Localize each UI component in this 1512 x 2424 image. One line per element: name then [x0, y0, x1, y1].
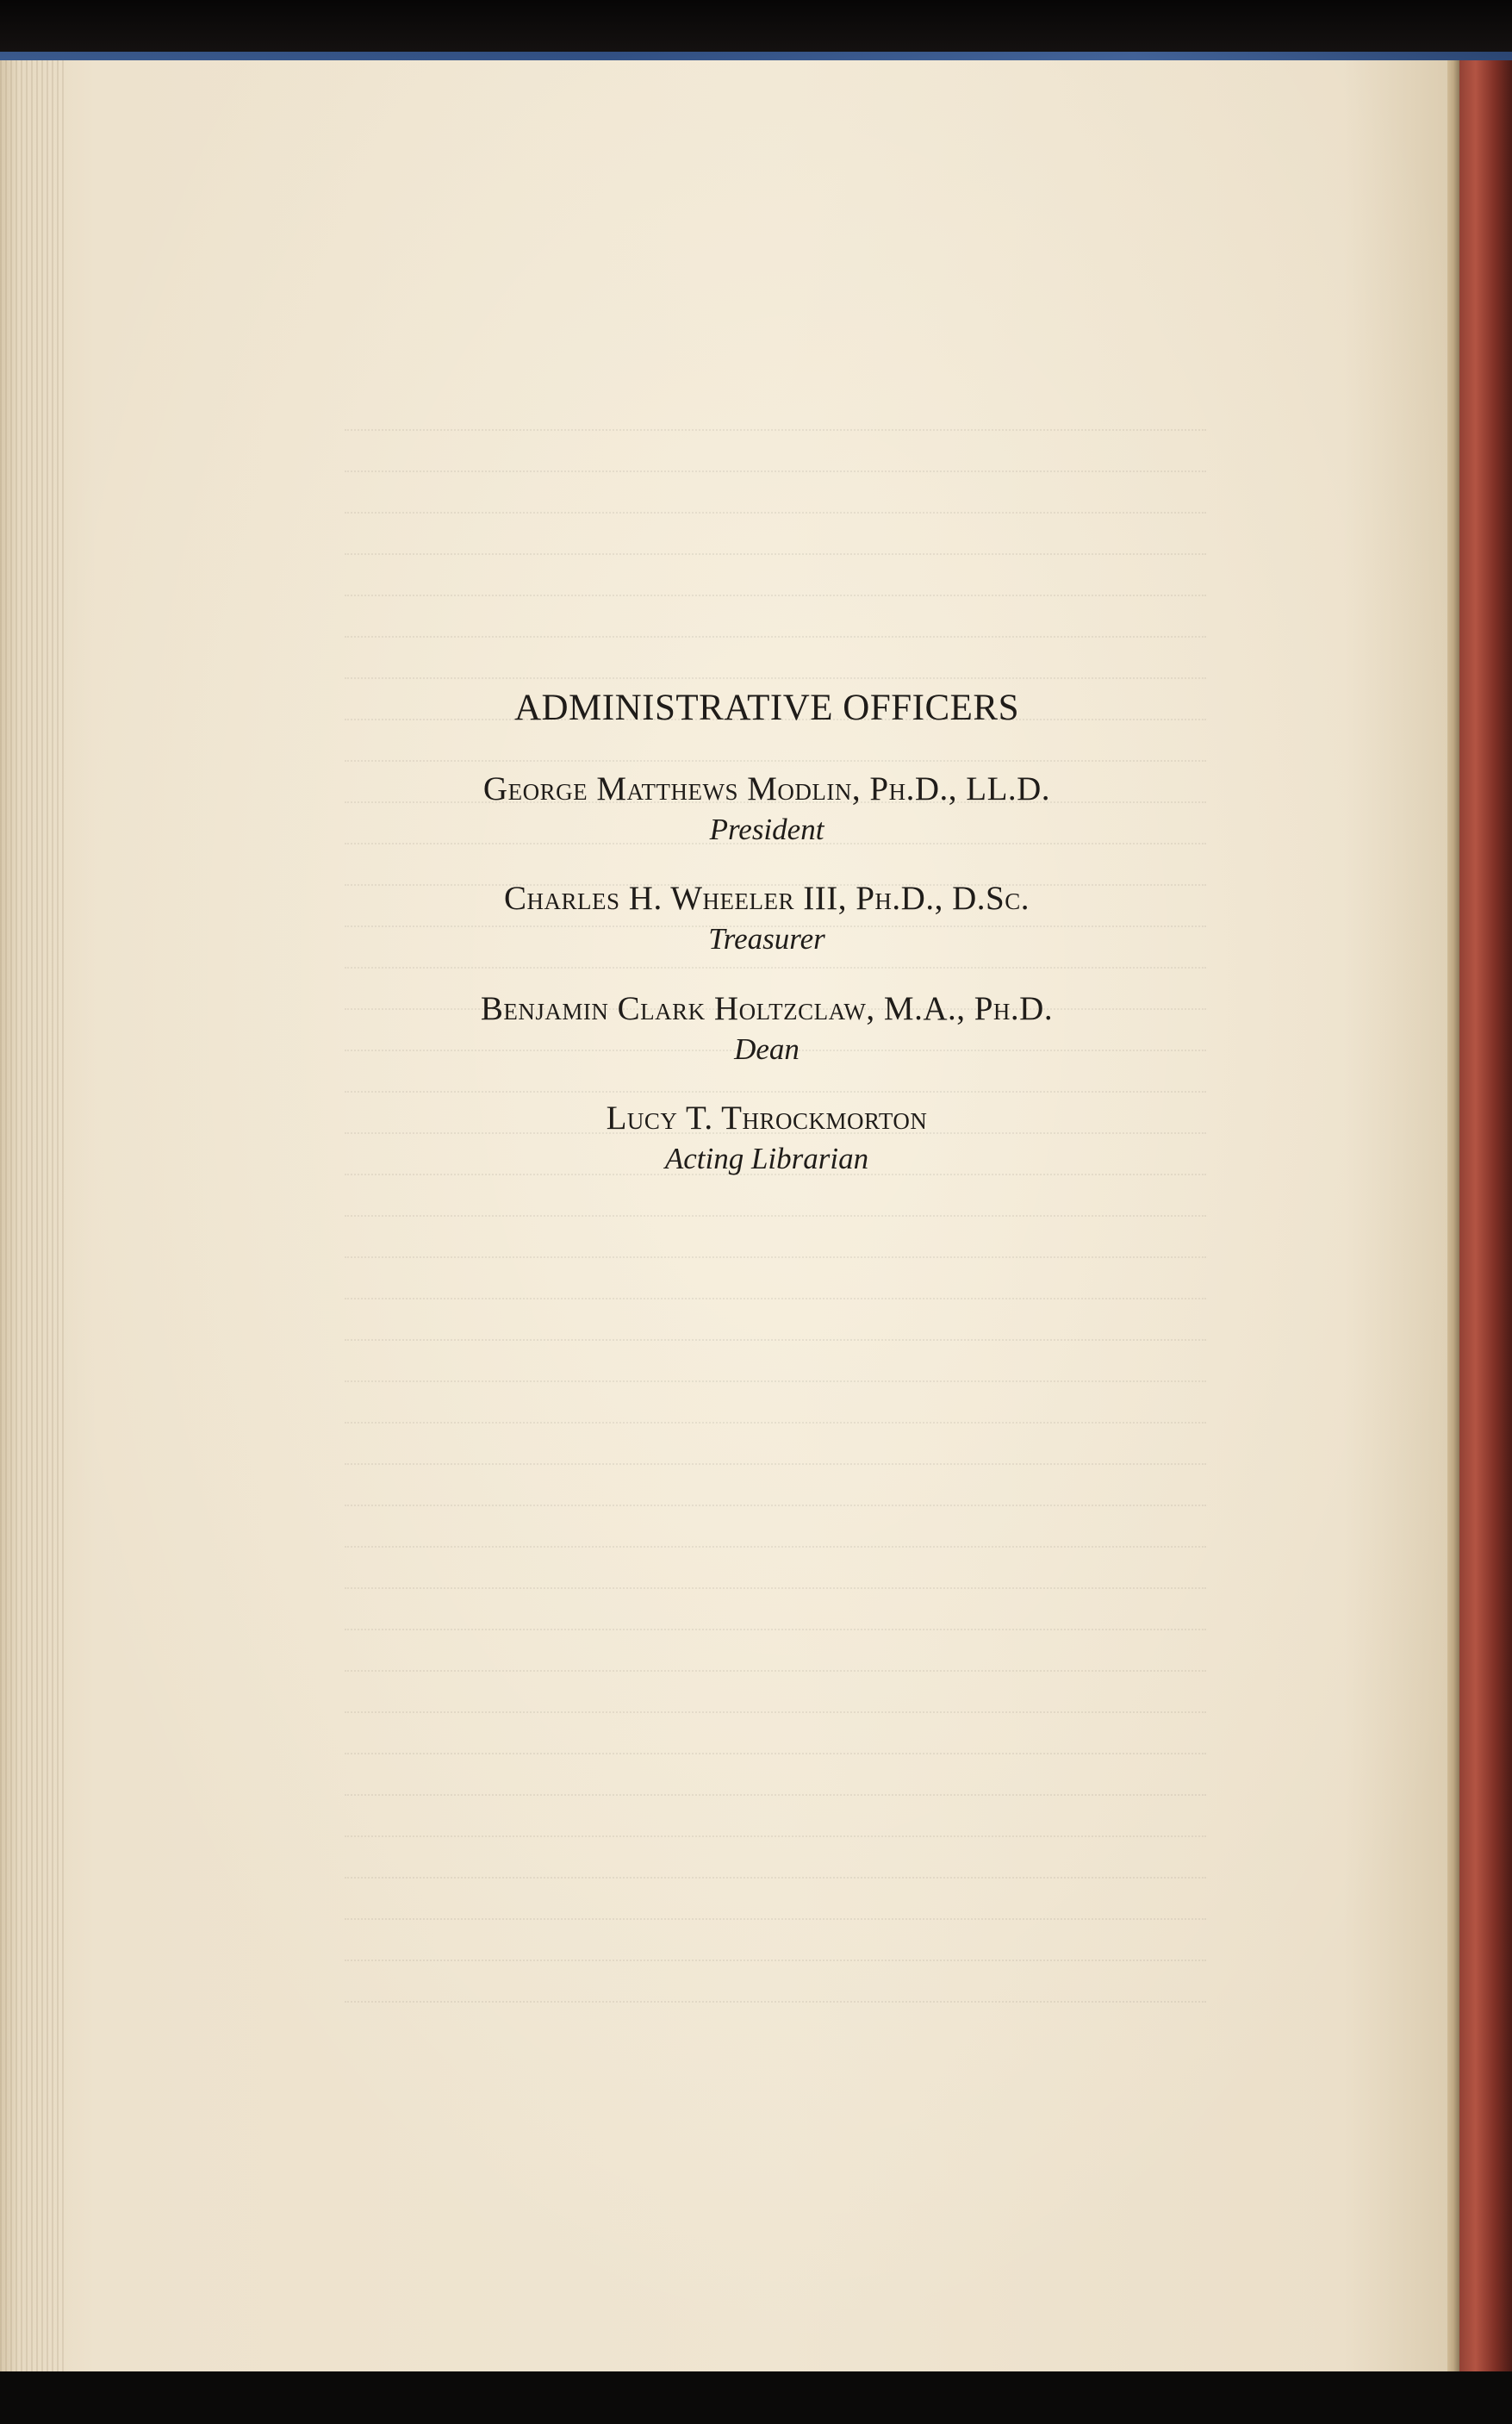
book-page	[0, 60, 1447, 2374]
page-stack-edge	[0, 60, 67, 2374]
officer-title: Acting Librarian	[664, 1142, 869, 1176]
book-cover-right	[1456, 60, 1512, 2374]
officer-entry	[336, 1100, 1198, 1175]
section-heading: ADMINISTRATIVE OFFICERS	[513, 688, 1020, 728]
officer-name: Benjamin Clark Holtzclaw, M.A., Ph.D.	[480, 989, 1054, 1027]
officer-entry	[336, 991, 1198, 1066]
officers-section	[336, 689, 1198, 1211]
officer-title: President	[709, 812, 824, 846]
officer-title: Dean	[734, 1031, 800, 1066]
officer-name: Lucy T. Throckmorton	[606, 1100, 928, 1137]
officer-name: George Matthews Modlin, Ph.D., LL.D.	[482, 770, 1051, 807]
officer-entry	[336, 771, 1198, 846]
officer-title: Treasurer	[708, 922, 825, 957]
officer-entry	[336, 881, 1198, 956]
scan-bottom-border	[0, 2371, 1512, 2424]
officer-name: Charles H. Wheeler III, Ph.D., D.Sc.	[504, 880, 1030, 918]
